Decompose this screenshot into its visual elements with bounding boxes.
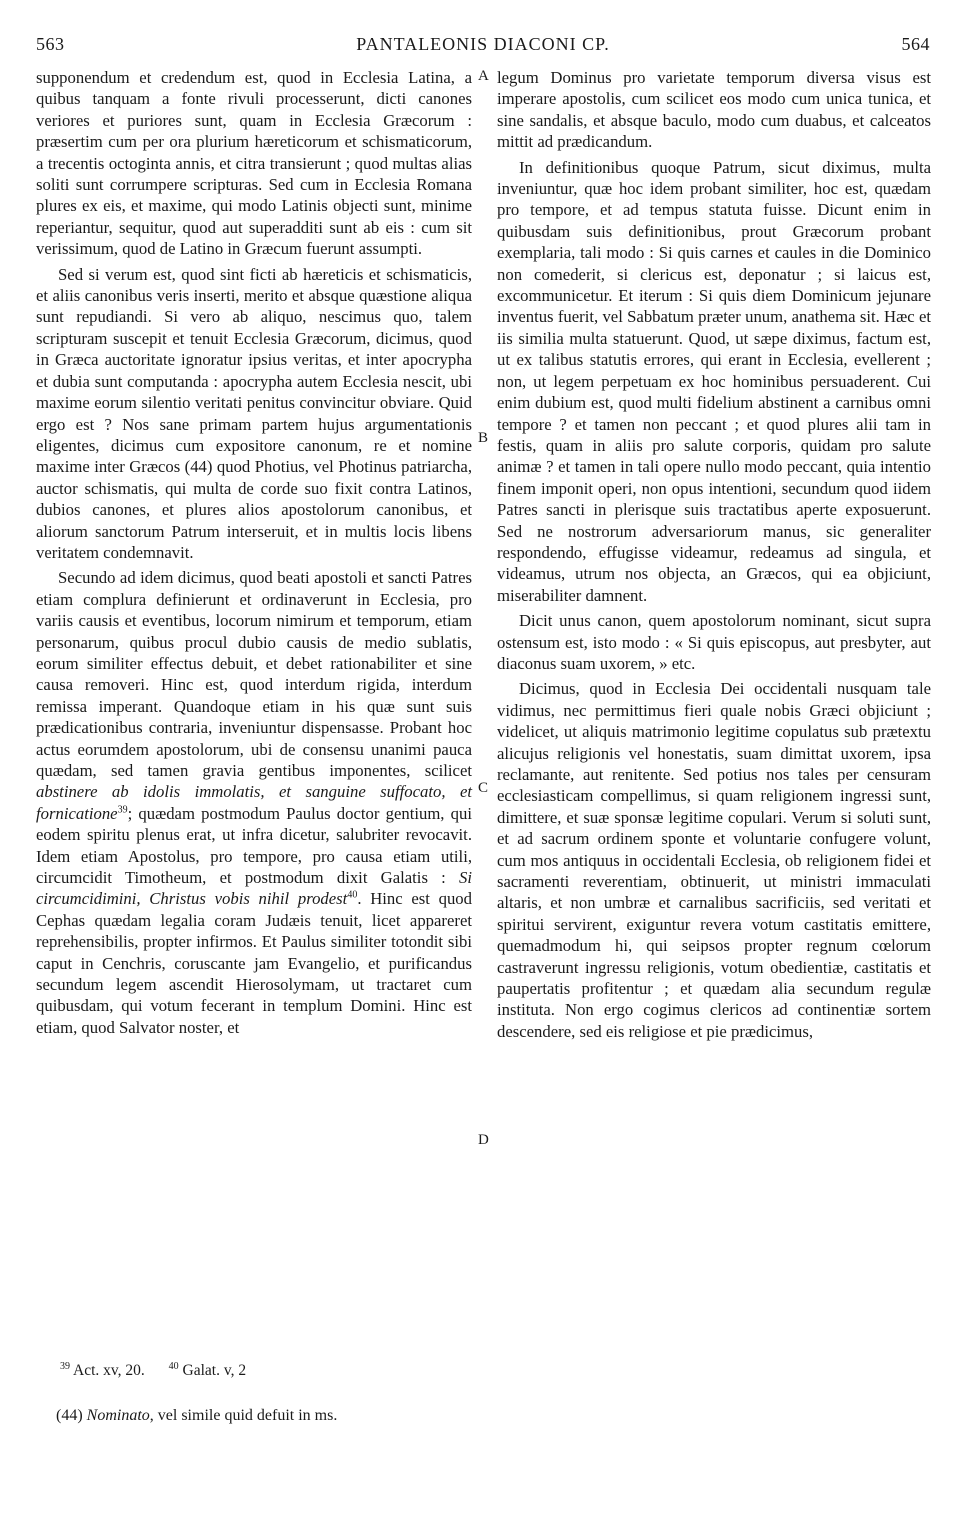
left-paragraph-3 bbox=[36, 567, 472, 1038]
right-paragraph-4: Dicimus, quod in Ecclesia Dei occidentali nusquam tale vidimus, nec permittimus fieri quale nobis Græci objiciunt ; videlicet, ut aliquis matrimonio legitime copulatus sub prætextu alicujus religionis vel honestatis, suam dimittat uxorem, ipsa reclamante, aut renitente. Sed potius nos tales per censuram ecclesiasticam compellimus, si quam religionem ingressi sunt, dimittere, et suæ sponsæ legitime copulari. Verum si soluti sunt, et ad sacrum ordinem sponte et voluntarie confugere volunt, cum mos antiquus in occidentali Ecclesia, ob religionem fidei et sacramenti reverentiam, obtinuerit, ut ministri immaculati altaris, et non umbræ et carnalibus sacrificiis, sed veritati et spiritui servirent, exiguntur revera votum castitatis emittere, quemadmodum hi, qui seipsos propter regnum cœlorum castraverunt ingressu religionis, votum obedientiæ, castitatis et paupertatis profitentur ; et quædam alia secundum regulæ instituta. Non ergo cogimus clericos ad continentiæ sortem descendere, sed eis religiose et pie prædicimus, bbox=[497, 679, 931, 1041]
left-paragraph-3-part-b: ; quædam postmodum Paulus doctor gentium, qui eodem spiritu plenus erat, ut infra dicetur, salubriter revocavit. Idem etiam Apostolus, pro tempore, pro causa etiam utili, circumcidit Timotheum, et postmodum dixit Galatis : bbox=[36, 803, 472, 888]
right-paragraph-2: In definitionibus quoque Patrum, sicut diximus, multa inveniuntur, quæ hoc idem probant similiter, hoc est, quædam pro tempore, et ad tempus statuta fuisse. Dicunt enim in quibusdam suis definitionibus, prout Græcorum probant exemplaria, tali modo : Si quis carnes et caules in die Dominico non comederit, si clericus est, deponatur ; si laicus est, excommunicetur. Et iterum : Si quis diem Dominicum jejunare inventus fuerit, vel Sabbatum præter unum, anathema sit. Hæc et iis similia multa statuerunt. Quod, ut sæpe diximus, factum est, ut ex talibus statutis errores, qui erant in Ecclesia, evellerent ; non, ut legem perpetuam ex hoc hominibus persuaderent. Cui enim dubium est, quod multi fidelium abstinent a carnibus omni tempore ? et tamen non peccant ; et quod plures alii tam in festis, quam in aliis pro salute corporis, quidam pro salute animæ ? et tamen in tali opere nullo modo peccant, quia intentio finem imponit operi, non opus intentioni, secundum quod iidem Patres sancti in plerisque suis tractatibus aperte exposuerunt. Sed ne nostrorum adversariorum manus, sic generaliter respondendo, effugisse videamur, redeamus ad singula, et videamus, utrum nos objecta, an Græcos, qui ea objiciunt, miserabiliter damnent. bbox=[497, 157, 931, 605]
editor-note-number: (44) bbox=[56, 1407, 83, 1424]
acts-quotation: abstinere ab idolis immolatis, et sanguine suffocato, et fornicatione bbox=[36, 782, 472, 823]
left-paragraph-2: Sed si verum est, quod sint ficti ab hæreticis et schismaticis, et aliis canonibus veris inserti, merito et absque quæstione aliqua sunt repudiandi. Si vero ab aliquo, nescimus quo, talem scripturam suscepit et tenuit Ecclesia Græcorum, dicimus, quod in Græca auctoritate ignoratur ipsius veritas, et inter apocrypha et dubia sunt computanda : apocrypha autem Ecclesia nescit, ubi maxime eorum silentio veritati penitus convincitur obviare. Quid ergo est ? Nos sane primam partem hujus argumentationis eligentes, dicimus cum expositore canonum, re et nomine maxime inter Græcos (44) quod Photius, vel Photinus patriarcha, auctor schismatis, qui multa de corde suo fixit contra Latinos, dubios canones, et plures alios apostolorum canonibus, et aliorum sanctorum Patrum interseruit, et in multis locis libens veritatem condemnavit. bbox=[36, 264, 472, 562]
running-header bbox=[36, 34, 930, 58]
right-column bbox=[497, 67, 931, 1042]
page-number-right: 564 bbox=[901, 34, 930, 54]
footnote-40-text: Galat. v, 2 bbox=[182, 1362, 247, 1379]
left-paragraph-3-part-c: . Hinc est quod Cephas quædam legalia coram Judæis tenuit, licet appareret reprehensibilis, propter infirmos. Et Paulus similiter totondit sibi caput in Cenchris, coruscante jam Evangelio, et purificandus secundum legem ascendit Hierosolymam, ut tractaret cum quibusdam, qui votum fecerant in templum Domini. Hinc est etiam, quod Salvator noster, et bbox=[36, 889, 472, 1037]
left-paragraph-1: supponendum et credendum est, quod in Ecclesia Latina, a quibus tanquam a fonte rivuli processerunt, dicti canones veriores et puriores sunt, quam in Ecclesia Græcorum : præsertim cum per ora plurium hæreticorum et schismaticorum, a trecentis octoginta annis, et citra transierunt ; quod multas alias soliti sunt corrumpere scripturas. Sed cum in Ecclesia Romana plures ex eis, et maxime, qui modo Latinis objecti sunt, minime reperiantur, sequitur, quod aut superadditi sunt ab eis : cum sit verissimum, quod de Latino in Græcum fuerunt assumpti. bbox=[36, 68, 472, 259]
margin-mark-c: C bbox=[478, 780, 489, 796]
footnote-marker-39: 39 bbox=[117, 804, 128, 816]
left-paragraph-3-part-a: Secundo ad idem dicimus, quod beati apostoli et sancti Patres etiam complura definierunt et ordinaverunt in Ecclesia, pro variis causis et eventibus, locorum nimirum et temporum, etiam personarum, quibus procul dubio causis de medio sublatis, eorum similiter effectus debuit, et debet rationabiliter et sine causa removeri. Hinc est, quod interdum rigida, interdum remissa imperant. Quandoque etiam in his quæ sunt suis prædicationibus contraria, inveniuntur dispensasse. Probant hoc actus eorumdem apostolorum, ubi de consensu unanimi pauca quædam, sed tamen gravia gentibus imponentes, scilicet bbox=[36, 568, 472, 780]
margin-mark-d: D bbox=[478, 1132, 489, 1148]
left-column bbox=[36, 67, 472, 1038]
right-paragraph-3: Dicit unus canon, quem apostolorum nominant, sicut supra ostensum est, isto modo : « Si quis episcopus, aut presbyter, aut diaconus suam uxorem, » etc. bbox=[497, 611, 931, 673]
scripture-footnotes bbox=[60, 1362, 246, 1380]
editor-note-text: , vel simile quid defuit in ms. bbox=[149, 1407, 338, 1424]
galatians-quotation: Si circumcidimini, Christus vobis nihil prodest bbox=[36, 868, 472, 909]
footnote-marker-40: 40 bbox=[347, 889, 358, 901]
editor-note-italic: Nominato bbox=[86, 1407, 150, 1424]
margin-mark-b: B bbox=[478, 430, 489, 446]
editor-note bbox=[56, 1407, 337, 1425]
footnote-39-number: 39 bbox=[60, 1360, 70, 1372]
footnote-40-number: 40 bbox=[168, 1360, 179, 1372]
footnote-39-text: Act. xv, 20. bbox=[73, 1362, 145, 1379]
running-title: PANTALEONIS DIACONI CP. bbox=[356, 34, 610, 54]
right-paragraph-1: legum Dominus pro varietate temporum diversa visus est imperare apostolis, cum scilicet eos modo cum unica tunica, et sine sandalis, et absque baculo, modo cum duabus, et calceatos mittit ad prædicandum. bbox=[497, 68, 931, 152]
page-number-left: 563 bbox=[36, 34, 65, 54]
margin-mark-a: A bbox=[478, 68, 489, 84]
